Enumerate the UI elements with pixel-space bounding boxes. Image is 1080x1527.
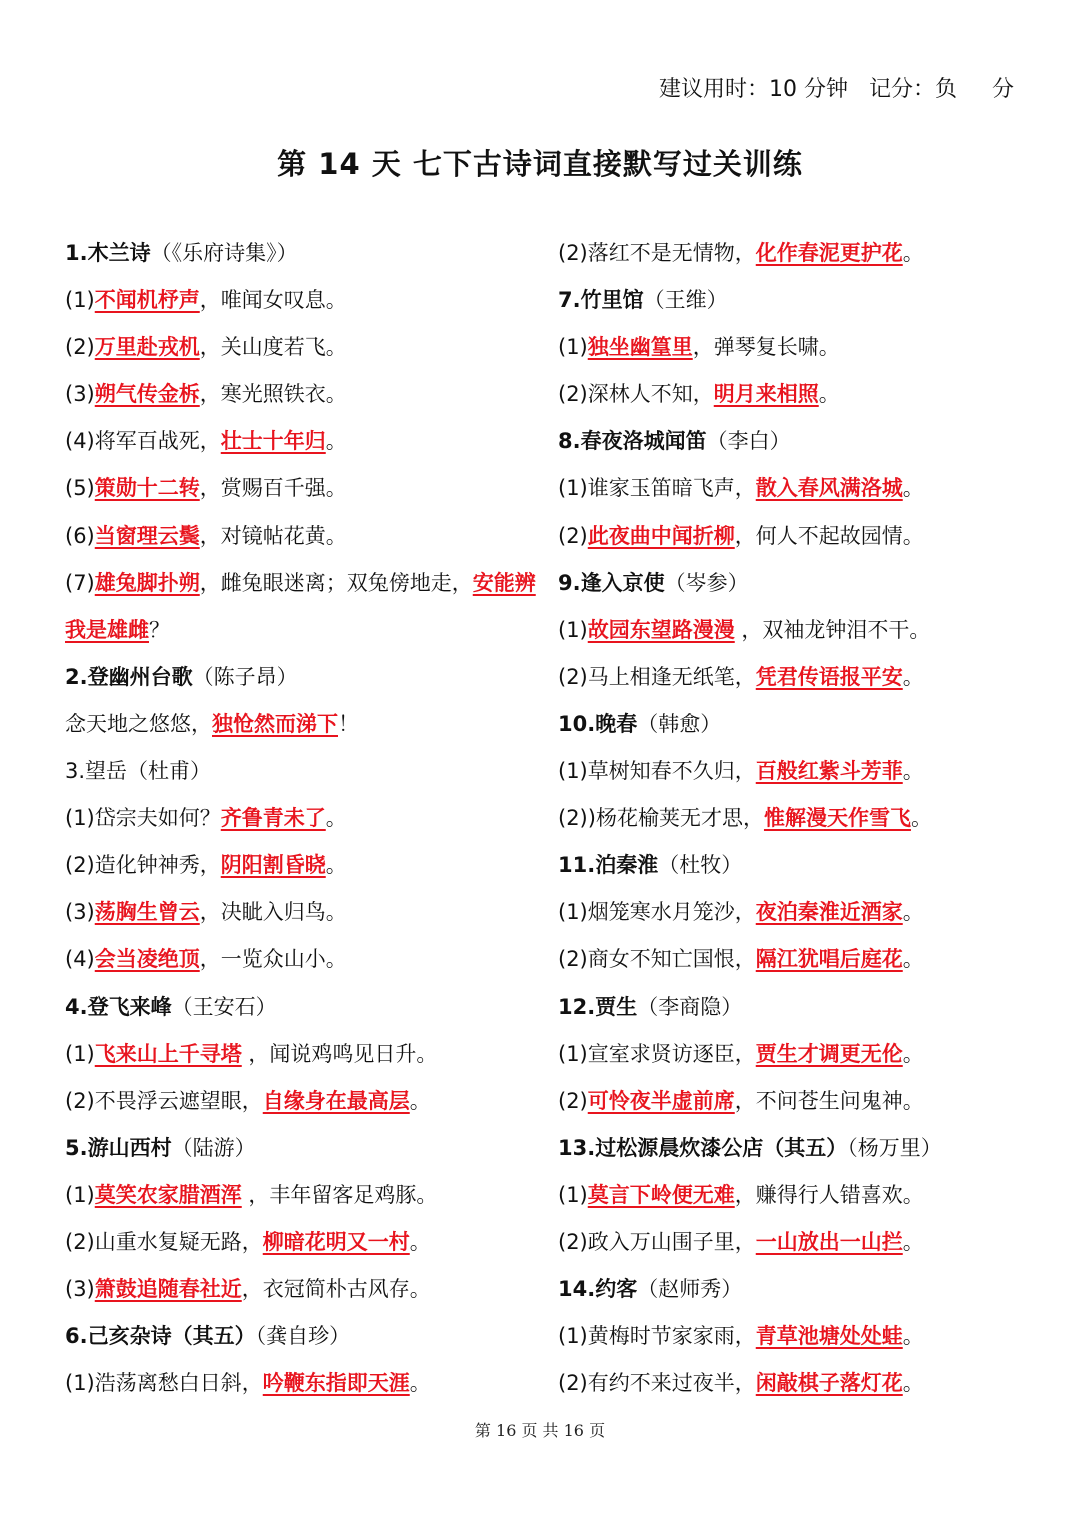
score-unit: 分: [991, 77, 1014, 102]
prompt-text: (2)深林人不知，: [558, 382, 714, 407]
answer-text: 夜泊秦淮近酒家: [755, 900, 903, 925]
poem-line: [65, 324, 540, 371]
poem-title-text: 8.春夜洛城闻笛: [558, 429, 707, 454]
answer-text: 飞来山上千寻塔: [94, 1041, 242, 1066]
answer-text: 化作春泥更护花: [755, 241, 903, 265]
answer-text: 贾生才调更无伦: [755, 1041, 903, 1066]
poem-line: [65, 560, 540, 654]
answer-text: 荡胸生曾云: [94, 900, 200, 925]
prompt-text: (1): [65, 1041, 95, 1066]
poem-title-text: 4.登飞来峰: [65, 994, 172, 1019]
answer-text: 不闻机杼声: [94, 288, 200, 313]
prompt-text: （《乐府诗集》）: [150, 241, 298, 265]
answer-text: 箫鼓追随春社近: [94, 1277, 242, 1302]
poem-title-text: 1.木兰诗: [65, 241, 151, 265]
prompt-text: ，雌兔眼迷离；双兔傍地走，: [199, 570, 473, 595]
poem-line: [558, 1031, 1028, 1078]
prompt-text: 。: [902, 1229, 924, 1254]
poem-title-text: 7.竹里馆: [558, 288, 644, 313]
prompt-text: (1): [558, 335, 588, 360]
left-column: [65, 230, 540, 1407]
poem-line: [558, 465, 1028, 512]
poem-line: [558, 1172, 1028, 1219]
poem-line: [65, 889, 540, 936]
poem-line: [65, 277, 540, 324]
time-label: 建议用时：: [659, 77, 770, 102]
poem-line: [65, 1219, 540, 1266]
prompt-text: ，赏赐百千强。: [199, 476, 347, 501]
poem-line: [558, 1219, 1028, 1266]
prompt-text: (4): [65, 947, 95, 972]
poem-line: [65, 371, 540, 418]
poem-title: [558, 842, 1028, 889]
prompt-text: ，寒光照铁衣。: [199, 382, 347, 407]
prompt-text: 。: [902, 947, 924, 972]
answer-text: 会当凌绝顶: [94, 947, 200, 972]
poem-title: [558, 560, 1028, 607]
poem-line: [558, 654, 1028, 701]
poem-line: [558, 1360, 1028, 1407]
answer-text: 隔江犹唱后庭花: [755, 947, 903, 972]
prompt-text: ，何人不起故园情。: [734, 523, 924, 548]
answer-text: 莫笑农家腊酒浑: [94, 1182, 242, 1207]
answer-text: 独坐幽篁里: [587, 335, 693, 360]
score-label: 记分：负: [869, 77, 958, 102]
poem-line: [558, 324, 1028, 371]
right-column: [558, 230, 1028, 1407]
poem-line: [65, 1031, 540, 1078]
prompt-text: （龚自珍）: [255, 1324, 351, 1349]
poem-line: [65, 1172, 540, 1219]
poem-line: [65, 748, 540, 795]
poem-line: [65, 1266, 540, 1313]
poem-title: [558, 701, 1028, 748]
answer-text: 凭君传语报平安: [755, 664, 903, 689]
answer-text: 散入春风满洛城: [755, 476, 903, 501]
page-title: 第 14 天 七下古诗词直接默写过关训练: [277, 147, 803, 181]
prompt-text: ，赚得行人错喜欢。: [734, 1182, 924, 1207]
answer-text: 雄兔脚扑朔: [94, 570, 200, 595]
prompt-text: (1)烟笼寒水月笼沙，: [558, 900, 756, 925]
prompt-text: (1): [558, 1182, 588, 1207]
prompt-text: (2)造化钟神秀，: [65, 853, 221, 878]
prompt-text: 。: [409, 1371, 431, 1396]
answer-text: 明月来相照: [713, 382, 819, 407]
prompt-text: ，唯闻女叹息。: [199, 288, 347, 313]
poem-line: [558, 889, 1028, 936]
poem-line: [65, 513, 540, 560]
prompt-text: 。: [902, 476, 924, 501]
prompt-text: 。: [902, 759, 924, 784]
prompt-text: 。: [902, 900, 924, 925]
answer-text: 柳暗花明又一村: [262, 1229, 410, 1254]
time-score-info: [659, 72, 1014, 103]
prompt-text: (3): [65, 900, 95, 925]
prompt-text: (1)谁家玉笛暗飞声，: [558, 476, 756, 501]
poem-title: [65, 654, 540, 701]
prompt-text: (6): [65, 523, 95, 548]
prompt-text: （岑参）: [664, 570, 749, 595]
prompt-text: ，衣冠简朴古风存。: [241, 1277, 431, 1302]
prompt-text: ，决眦入归鸟。: [199, 900, 347, 925]
poem-line: [65, 1360, 540, 1407]
poem-title: [65, 1125, 540, 1172]
poem-title: [558, 1266, 1028, 1313]
poem-title-text: 6.己亥杂诗（其五）: [65, 1324, 256, 1349]
prompt-text: （陆游）: [171, 1135, 256, 1160]
prompt-text: （赵师秀）: [637, 1277, 743, 1302]
prompt-text: ，对镜帖花黄。: [199, 523, 347, 548]
poem-line: [558, 371, 1028, 418]
answer-text: 故园东望路漫漫: [587, 617, 735, 642]
poem-title: [65, 1313, 540, 1360]
prompt-text: （杜牧）: [658, 853, 743, 878]
prompt-text: ，闻说鸡鸣见日升。: [241, 1041, 438, 1066]
poem-title-text: 12.贾生: [558, 994, 638, 1019]
poem-line: [65, 795, 540, 842]
answer-text: 阴阳割昏晓: [220, 853, 326, 878]
prompt-text: (2)政入万山围子里，: [558, 1229, 756, 1254]
poem-title-text: 11.泊秦淮: [558, 853, 659, 878]
poem-line: [558, 748, 1028, 795]
poem-title-text: 9.逢入京使: [558, 570, 665, 595]
prompt-text: (2): [65, 335, 95, 360]
prompt-text: 。: [902, 241, 924, 265]
prompt-text: 念天地之悠悠，: [65, 711, 212, 736]
answer-text: 安能辨我是雄雌: [65, 570, 536, 642]
prompt-text: 3.望岳（杜甫）: [65, 759, 212, 784]
answer-text: 策勋十二转: [94, 476, 200, 501]
poem-line: [558, 936, 1028, 983]
prompt-text: (2)山重水复疑无路，: [65, 1229, 263, 1254]
poem-line: [558, 230, 1028, 277]
prompt-text: 。: [902, 664, 924, 689]
prompt-text: 。: [409, 1229, 431, 1254]
prompt-text: ！: [338, 711, 359, 736]
prompt-text: （杨万里）: [847, 1135, 942, 1160]
poem-line: [65, 418, 540, 465]
answer-text: 独怆然而涕下: [212, 711, 338, 736]
prompt-text: (4)将军百战死，: [65, 429, 221, 454]
poem-line: [558, 1078, 1028, 1125]
prompt-text: ，双袖龙钟泪不干。: [734, 617, 931, 642]
poem-title: [558, 277, 1028, 324]
poem-line: [558, 513, 1028, 560]
prompt-text: (1): [558, 617, 588, 642]
answer-text: 百般红紫斗芳菲: [755, 759, 903, 784]
prompt-text: 。: [818, 382, 840, 407]
answer-text: 此夜曲中闻折柳: [587, 523, 735, 548]
answer-text: 闲敲棋子落灯花: [755, 1371, 903, 1396]
prompt-text: (2)落红不是无情物，: [558, 241, 756, 265]
poem-title-text: 2.登幽州台歌: [65, 664, 193, 689]
prompt-text: ？: [149, 617, 170, 642]
prompt-text: (1)草树知春不久归，: [558, 759, 756, 784]
prompt-text: （王安石）: [171, 994, 277, 1019]
poem-line: [65, 1078, 540, 1125]
prompt-text: (1)岱宗夫如何？: [65, 806, 221, 831]
prompt-text: (1)黄梅时节家家雨，: [558, 1324, 756, 1349]
prompt-text: (3): [65, 1277, 95, 1302]
poem-title-text: 5.游山西村: [65, 1135, 172, 1160]
prompt-text: ，弹琴复长啸。: [692, 335, 840, 360]
prompt-text: (1)宣室求贤访逐臣，: [558, 1041, 756, 1066]
answer-text: 吟鞭东指即天涯: [262, 1371, 410, 1396]
prompt-text: ，一览众山小。: [199, 947, 347, 972]
poem-title: [65, 984, 540, 1031]
prompt-text: 。: [325, 429, 347, 454]
prompt-text: （李商隐）: [637, 994, 743, 1019]
prompt-text: 。: [325, 806, 347, 831]
answer-text: 可怜夜半虚前席: [587, 1088, 735, 1113]
poem-title: [65, 230, 540, 277]
prompt-text: (2)马上相逢无纸笔，: [558, 664, 756, 689]
prompt-text: （李白）: [706, 429, 791, 454]
answer-text: 当窗理云鬓: [94, 523, 200, 548]
poem-line: [65, 465, 540, 512]
prompt-text: 。: [902, 1324, 924, 1349]
poem-title-text: 14.约客: [558, 1277, 638, 1302]
prompt-text: 。: [325, 853, 347, 878]
prompt-text: ，不问苍生问鬼神。: [734, 1088, 924, 1113]
poem-line: [558, 607, 1028, 654]
answer-text: 自缘身在最高层: [262, 1088, 410, 1113]
answer-text: 万里赴戎机: [94, 335, 200, 360]
answer-text: 莫言下岭便无难: [587, 1182, 735, 1207]
answer-text: 惟解漫天作雪飞: [763, 806, 911, 831]
answer-text: 壮士十年归: [220, 429, 326, 454]
prompt-text: (1)浩荡离愁白日斜，: [65, 1371, 263, 1396]
prompt-text: 。: [902, 1371, 924, 1396]
poem-title-text: 13.过松源晨炊漆公店（其五）: [558, 1135, 848, 1160]
prompt-text: (2): [558, 523, 588, 548]
prompt-text: (3): [65, 382, 95, 407]
prompt-text: (7): [65, 570, 95, 595]
prompt-text: ，关山度若飞。: [199, 335, 347, 360]
page-footer: 第 16 页 共 16 页: [474, 1421, 606, 1440]
prompt-text: 。: [910, 806, 932, 831]
prompt-text: (5): [65, 476, 95, 501]
poem-line: [558, 795, 1028, 842]
answer-text: 一山放出一山拦: [755, 1229, 903, 1254]
time-value: 10 分钟: [769, 77, 849, 102]
prompt-text: 。: [409, 1088, 431, 1113]
prompt-text: (2))杨花榆荚无才思，: [558, 806, 764, 831]
prompt-text: (2)不畏浮云遮望眼，: [65, 1088, 263, 1113]
poem-title: [558, 984, 1028, 1031]
prompt-text: (2)有约不来过夜半，: [558, 1371, 756, 1396]
answer-text: 青草池塘处处蛙: [755, 1324, 903, 1349]
poem-line: [65, 842, 540, 889]
prompt-text: (1): [65, 1182, 95, 1207]
prompt-text: (2)商女不知亡国恨，: [558, 947, 756, 972]
poem-title: [558, 1125, 1028, 1172]
prompt-text: (2): [558, 1088, 588, 1113]
poem-title-text: 10.晚春: [558, 711, 638, 736]
prompt-text: 。: [902, 1041, 924, 1066]
prompt-text: （王维）: [643, 288, 728, 313]
poem-title: [558, 418, 1028, 465]
answer-text: 齐鲁青未了: [220, 806, 326, 831]
poem-line: [65, 701, 540, 748]
prompt-text: (1): [65, 288, 95, 313]
answer-text: 朔气传金柝: [94, 382, 200, 407]
poem-line: [65, 936, 540, 983]
prompt-text: ，丰年留客足鸡豚。: [241, 1182, 438, 1207]
prompt-text: （韩愈）: [637, 711, 722, 736]
poem-line: [558, 1313, 1028, 1360]
prompt-text: （陈子昂）: [192, 664, 298, 689]
